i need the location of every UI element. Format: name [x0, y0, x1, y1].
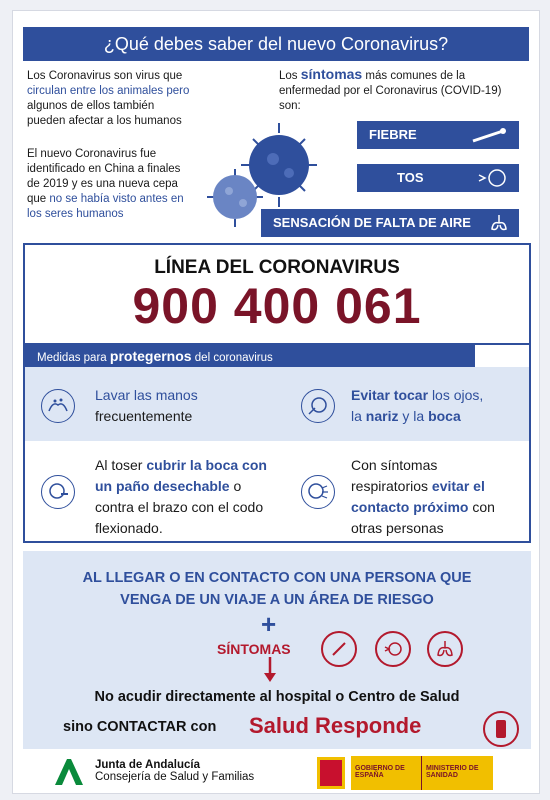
intro-line: El nuevo Coronavirus fue — [27, 148, 157, 160]
measure-line: Lavar las manos — [95, 387, 198, 403]
measures-header-highlight: protegernos — [109, 348, 192, 364]
measure-line: flexionado. — [95, 520, 163, 536]
measures-header-word: del coronavirus — [194, 352, 273, 364]
measure-cover-mouth — [95, 455, 267, 539]
measure-word: la — [351, 408, 362, 424]
face-touch-icon — [301, 389, 335, 423]
infographic-page — [12, 10, 540, 794]
symptom-label: FIEBRE — [369, 127, 417, 142]
intro-line: los seres humanos — [27, 208, 124, 220]
travel-heading-line: AL LLEGAR O EN CONTACTO CON UNA PERSONA QUE — [82, 570, 472, 586]
measures-header — [25, 345, 475, 367]
junta-andalucia-logo — [51, 757, 91, 787]
hotline-number[interactable]: 900 400 061 — [132, 278, 422, 334]
junta-andalucia-name — [95, 759, 254, 783]
measure-word: con — [472, 499, 495, 515]
symptoms-word: Los — [279, 70, 298, 82]
intro-line: de 2019 y es una nueva cepa — [27, 178, 178, 190]
thermometer-icon — [469, 125, 509, 145]
intro-line: algunos de ellos también — [27, 100, 155, 112]
measure-word: o — [233, 478, 242, 494]
intro-paragraph-2 — [27, 147, 227, 222]
measure-highlight: nariz — [365, 408, 399, 424]
intro-line: Los Coronavirus son virus que — [27, 70, 183, 82]
symptoms-word: más comunes de la — [365, 70, 466, 82]
measure-highlight: boca — [428, 408, 461, 424]
symptoms-highlight: síntomas — [300, 66, 363, 82]
dept-name: Consejería de Salud y Familias — [95, 771, 255, 783]
symptom-label: TOS — [397, 170, 424, 185]
measure-line: Con síntomas — [351, 457, 438, 473]
travel-heading — [23, 567, 531, 611]
intro-line: pueden afectar a los humanos — [27, 115, 182, 127]
symptoms-intro — [279, 67, 519, 114]
intro-paragraph-1 — [27, 69, 227, 129]
measure-highlight: contacto próximo — [351, 499, 469, 515]
thermometer-icon — [321, 631, 357, 667]
measure-wash-hands — [95, 385, 198, 427]
coat-of-arms-icon — [317, 757, 345, 789]
intro-highlight: no se había visto antes en — [49, 193, 184, 205]
handwash-icon — [41, 389, 75, 423]
measure-word: los ojos, — [431, 387, 484, 403]
measure-word: respiratorios — [351, 478, 429, 494]
intro-word: que — [27, 193, 47, 205]
measure-highlight: evitar el — [431, 478, 485, 494]
measure-highlight: Evitar tocar — [351, 387, 429, 403]
cough-icon — [375, 631, 411, 667]
measure-line: frecuentemente — [95, 408, 193, 424]
symptoms-label: SÍNTOMAS — [217, 641, 291, 657]
travel-section — [23, 551, 531, 749]
org-name: Junta de Andalucía — [95, 759, 201, 771]
hotline-box — [23, 243, 531, 345]
measure-highlight: un paño desechable — [95, 478, 230, 494]
symptoms-line: enfermedad por el Coronavirus (COVID-19) — [279, 85, 502, 97]
phone-icon — [483, 711, 519, 747]
gov-label: GOBIERNO DE ESPAÑA — [351, 756, 421, 790]
symptom-label: SENSACIÓN DE FALTA DE AIRE — [273, 215, 471, 230]
lungs-icon — [427, 631, 463, 667]
measure-avoid-contact — [351, 455, 495, 539]
cover-cough-icon — [41, 475, 75, 509]
measure-avoid-touching — [351, 385, 483, 427]
measure-word: Al toser — [95, 457, 143, 473]
symptom-breathlessness — [261, 209, 519, 237]
gobierno-logo — [317, 755, 507, 791]
travel-heading-line: VENGA DE UN VIAJE A UN ÁREA DE RIESGO — [120, 592, 434, 608]
ministry-label: MINISTERIO DE SANIDAD — [421, 756, 493, 790]
plus-sign: + — [261, 609, 277, 639]
hotline-label: LÍNEA DEL CORONAVIRUS — [154, 257, 400, 278]
measure-highlight: cubrir la boca con — [146, 457, 267, 473]
lungs-icon — [489, 213, 511, 233]
salud-responde-name[interactable]: Salud Responde — [249, 713, 422, 738]
symptom-fever — [357, 121, 519, 149]
page-title: ¿Qué debes saber del nuevo Coronavirus? — [23, 27, 529, 61]
symptoms-line: son: — [279, 100, 301, 112]
measure-line: contra el brazo con el codo — [95, 499, 264, 515]
intro-line: identificado en China a finales — [27, 163, 181, 175]
down-arrow-icon — [263, 657, 277, 683]
symptom-cough — [357, 164, 519, 192]
warning-text: No acudir directamente al hospital o Centro de Salud — [94, 689, 460, 705]
distance-icon — [301, 475, 335, 509]
measures-header-word: Medidas para — [37, 352, 107, 364]
intro-line: circulan entre los animales pero — [27, 85, 190, 97]
cough-icon — [475, 167, 509, 189]
measure-line: otras personas — [351, 520, 444, 536]
contact-text: sino CONTACTAR con — [63, 719, 217, 735]
measures-section — [23, 345, 531, 543]
measure-word: y la — [402, 408, 425, 424]
